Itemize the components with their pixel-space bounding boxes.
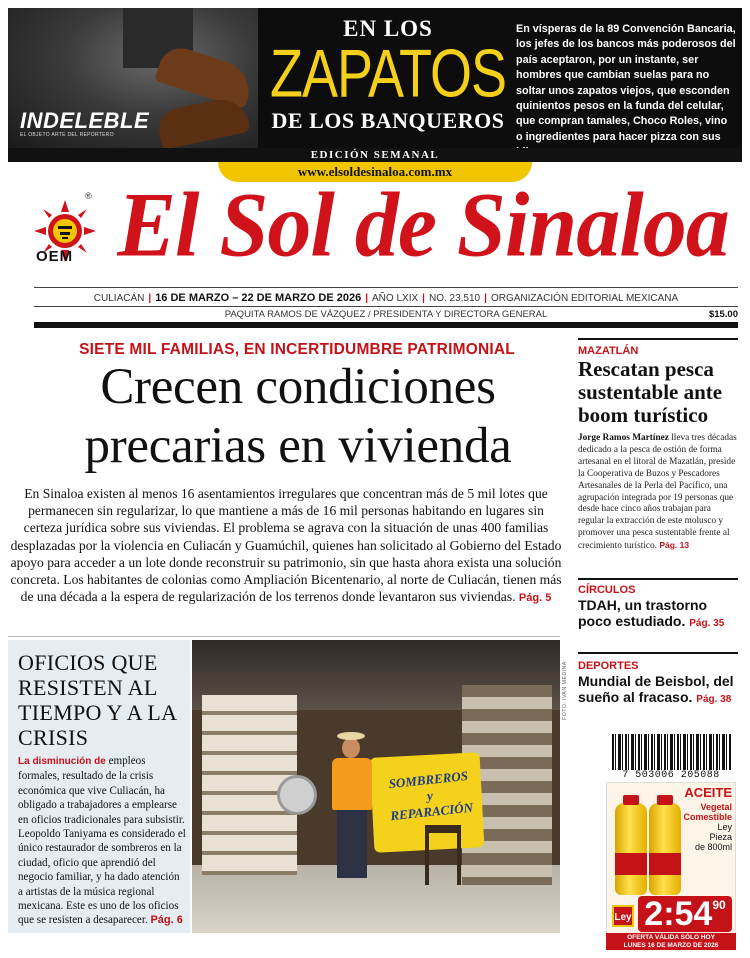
ad-price [638, 896, 732, 932]
deportes-headline-text[interactable]: Mundial de Beisbol, del sueño al fracaso. [578, 673, 734, 705]
registered-mark: ® [85, 191, 92, 201]
bottle-cap [623, 795, 639, 805]
website-url[interactable]: www.elsoldesinaloa.com.mx [297, 164, 453, 179]
ad-size-line1: Pieza [709, 832, 732, 842]
dateline-city: CULIACÁN [93, 293, 145, 304]
divider [34, 306, 738, 307]
ad-footer-line2: LUNES 16 DE MARZO DE 2026 [623, 942, 719, 949]
divider [578, 338, 738, 340]
photo-fan [277, 775, 317, 815]
edition-label: EDICIÓN SEMANAL [310, 149, 440, 161]
barcode-number: 7 503006 205088 [622, 770, 720, 781]
top-banner[interactable] [8, 8, 742, 148]
photo-person-head [342, 738, 360, 758]
ad-price-cents: 90 [712, 898, 726, 912]
bottle-label [649, 853, 681, 875]
photo-person-legs [337, 808, 367, 878]
photo-sign-line1: SOMBREROS [387, 767, 469, 792]
cover-price: $15.00 [708, 309, 738, 320]
circulos-headline[interactable] [578, 597, 740, 632]
lead-body [8, 485, 564, 607]
lead-headline-line1[interactable]: Crecen condiciones [100, 359, 496, 415]
divider [578, 578, 738, 580]
photo-person-hat [337, 732, 365, 740]
photo-stool [425, 825, 461, 885]
mazatlan-kicker: MAZATLÁN [578, 345, 639, 357]
oficios-page-ref[interactable]: Pág. 6 [150, 914, 183, 927]
hat-shop-photo [192, 640, 560, 933]
lead-headline[interactable] [20, 358, 576, 476]
divider [8, 636, 560, 637]
divider [34, 287, 738, 288]
photo-sign-line2: y [426, 787, 434, 804]
dateline-org: ORGANIZACIÓN EDITORIAL MEXICANA [490, 293, 679, 304]
lead-headline-line2[interactable]: precarias en vivienda [84, 418, 512, 474]
ad-size [672, 832, 732, 852]
banner-headline-line3: DE LOS BANQUEROS [271, 108, 505, 133]
deportes-headline[interactable] [578, 673, 740, 708]
indeleble-logo [20, 110, 170, 136]
deportes-page-ref[interactable]: Pág. 38 [696, 694, 732, 705]
ad-product-line3: Comestible [683, 812, 732, 822]
circulos-headline-text[interactable]: TDAH, un trastorno poco estudiado. [578, 597, 708, 629]
dateline-year: AÑO LXIX [372, 293, 419, 304]
ad-product-line2: Vegetal [700, 802, 732, 812]
banner-headline-line2: ZAPATOS [270, 36, 507, 112]
indeleble-brand: INDELEBLE [20, 108, 150, 133]
circulos-kicker: CÍRCULOS [578, 584, 636, 596]
masthead-bottom-rule [34, 322, 738, 328]
masthead-title[interactable]: El Sol de Sinaloa [117, 174, 729, 277]
dateline-number: NO. 23,510 [428, 293, 481, 304]
mazatlan-body-text: lleva tres décadas dedicado a la pesca de ostión de forma artesanal en el litoral de Mazatlán, preside la Cooperativa de Buzos y Pescadores Artesanales de la Perla del Pacífico, una agrupación integrada por 19 personas que desde hace cinco años trabajan para regular la extracción de este molusco y promover una pesca sustentable frente al crecimiento turístico. [578, 433, 737, 552]
banner-headline-line1: EN LOS [343, 16, 433, 41]
oficios-body-text: empleos formales, resultado de la crisis económica que vive Culiacán, ha obligado a trabajadores a emplearse en oficios tradicionales para subsistir. Leopoldo Taniyama es considerado el único restaurador de sombreros en la ciudad, oficio que aprendió del negocio familiar, y ha dado atención a artistas de la música regional mexicana. Este es uno de los oficios que se resisten a desaparecer. [18, 755, 186, 927]
ad-product-type [672, 802, 732, 822]
indeleble-subtitle: EL OBJETO ARTE DEL REPORTERO [20, 132, 114, 138]
ad-footer [606, 933, 736, 950]
banner-headline [270, 18, 506, 132]
lead-body-text: En Sinaloa existen al menos 16 asentamientos irregulares que concentran más de 5 mil lotes que permanecen sin regularizar, lo que mantiene a más de 16 mil personas habitando en lugares sin certeza jurídica sobre sus viviendas. El problema se agrava con la situación de unas 400 familias desplazadas por la violencia en Culiacán y Guamúchil, quienes han solicitado al Gobierno del Estado apoyo para acceder a un lote donde reconstruir su patrimonio, sin que hasta ahora exista una solución concreta. Los habitantes de colonias como Ampliación Bicentenario, al norte de Culiacán, tienen más de una década a la espera de regularización de los terrenos donde levantaron sus viviendas. [10, 486, 562, 605]
photo-credit: FOTO: IVAN MEDINA [562, 661, 568, 720]
bottle-label [615, 853, 647, 875]
ad-footer-line1: OFERTA VÁLIDA SÓLO HOY [627, 934, 715, 941]
lead-kicker: SIETE MIL FAMILIAS, EN INCERTIDUMBRE PATRIMONIAL [79, 341, 515, 358]
ad-size-line2: de 800ml [694, 842, 732, 852]
ley-logo: Ley [612, 905, 634, 927]
president-line: PAQUITA RAMOS DE VÁZQUEZ / PRESIDENTA Y DIRECTORA GENERAL [224, 309, 548, 320]
bottle-cap [657, 795, 673, 805]
barcode [612, 734, 732, 770]
oil-bottle-icon [615, 803, 647, 895]
ad-product: ACEITE [684, 785, 732, 800]
mazatlan-author: Jorge Ramos Martínez [578, 433, 669, 443]
photo-sign-line3: REPARACIÓN [389, 799, 474, 824]
mazatlan-body [578, 433, 738, 553]
mazatlan-headline[interactable]: Rescatan pesca sustentable ante boom turístico [578, 357, 723, 427]
deportes-kicker: DEPORTES [578, 660, 639, 672]
mazatlan-page-ref[interactable]: Pág. 13 [659, 540, 690, 551]
dateline-dates: 16 DE MARZO – 22 DE MARZO DE 2026 [155, 292, 362, 304]
banner-shoe [154, 42, 257, 109]
circulos-page-ref[interactable]: Pág. 35 [689, 618, 725, 629]
divider [578, 652, 738, 654]
lead-page-ref[interactable]: Pág. 5 [518, 592, 552, 605]
oficios-body [18, 754, 186, 928]
oem-logo-text: OEM [36, 248, 74, 265]
banner-text: En vísperas de la 89 Convención Bancaria, los jefes de los bancos más poderosos del país aceptaron, por un instante, ser hombres que cambian suelas para no soltar unos zapatos viejos, que esconden quinientos pesos en la funda del celular, que compran tamales, Choco Roles, vino o ingredientes para hacer pizza con sus [516, 23, 736, 143]
ad-brand: Ley [717, 822, 732, 832]
dateline: CULIACÁN | 16 DE MARZO – 22 DE MARZO DE 2026 | AÑO LXIX | NO. 23,510 | ORGANIZACIÓN EDITORIAL MEXICANA [93, 292, 679, 304]
oficios-lead-in: La disminución de [18, 756, 106, 767]
ad-price-main: 2:54 [644, 895, 713, 933]
photo-person-shirt [332, 758, 372, 810]
oficios-headline[interactable]: OFICIOS QUE RESISTEN AL TIEMPO Y A LA CRISIS [18, 650, 177, 750]
